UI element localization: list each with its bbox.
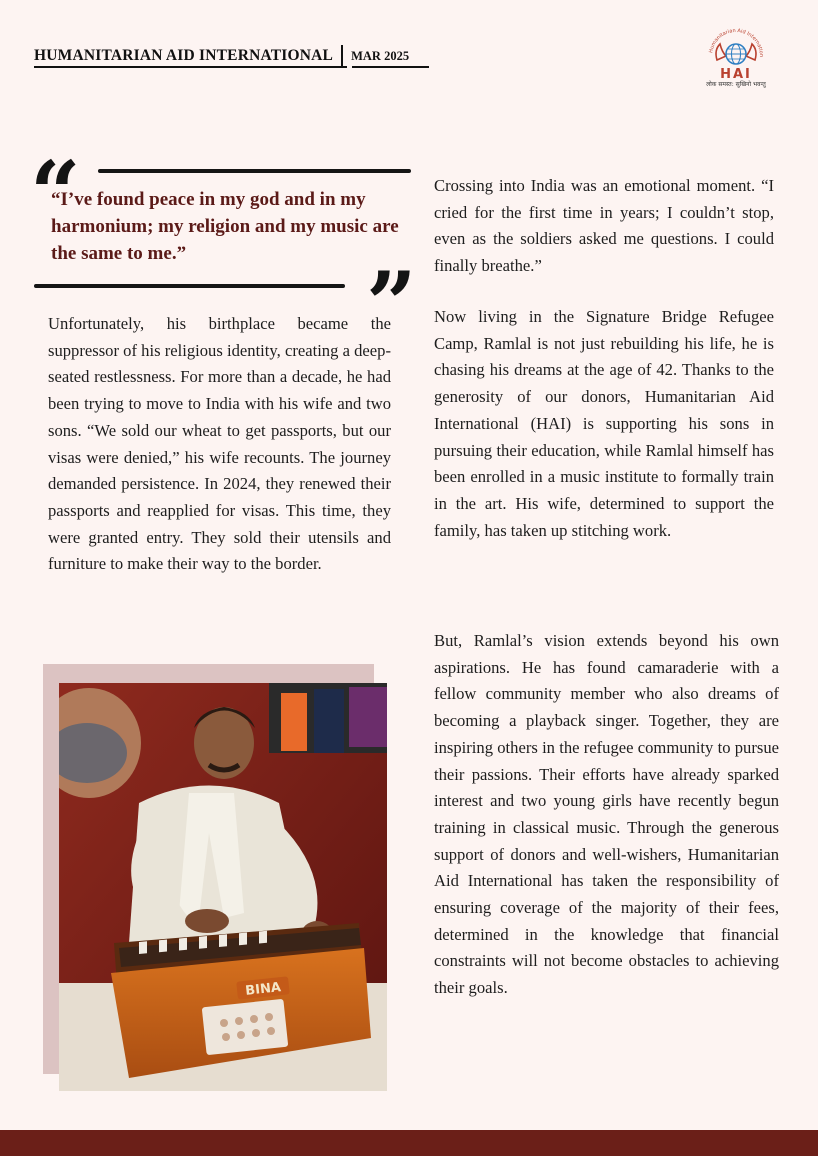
logo-tagline: लोक समस्त: सुखिनो भवन्तु xyxy=(706,81,766,88)
right-hand-icon xyxy=(746,44,756,60)
header-underline xyxy=(34,66,347,68)
quote-text: “I’ve found peace in my god and in my harmonium; my religion and my music are the same to me.” xyxy=(51,189,399,264)
article-paragraph-right-3: But, Ramlal’s vision extends beyond his own aspirations. He has found camaraderie with a fellow community member who also dreams of becoming a playback singer. Together, they are inspiring others in the refugee community to pursue their passions. Their efforts have already sparked interest and two young girls have recently begun training in classical music. Through the generous support of donors and well-wishers, Humanitarian Aid International has taken the responsibility of ensuring coverage of the majority of their fees, determined in the knowledge that financial constraints will not become obstacles to achieving their goals. xyxy=(434,631,779,998)
issue-date: MAR 2025 xyxy=(351,49,410,63)
close-quote-icon: ” xyxy=(366,252,417,356)
logo-abbreviation: HAI xyxy=(720,67,752,82)
logo-arc-text: Humanitarian Aid Internation xyxy=(708,27,765,58)
photo-man-playing-harmonium xyxy=(59,683,387,1091)
footer-band xyxy=(0,1130,818,1156)
pull-quote xyxy=(30,141,417,356)
globe-icon xyxy=(726,44,746,64)
article-paragraph-right-2: Now living in the Signature Bridge Refugee Camp, Ramlal is not just rebuilding his life, he is chasing his dreams at the age of 42. Thanks to the generosity of our donors, Humanitarian Aid International (HAI) is supporting his sons in pursuing their education, while Ramlal himself has been enrolled in a music institute to formally train in the art. His wife, determined to support the family, has taken up stitching work. xyxy=(434,307,774,540)
quote-bottom-rule xyxy=(34,284,345,288)
organization-name: HUMANITARIAN AID INTERNATIONAL xyxy=(34,47,334,64)
article-paragraph-left: Unfortunately, his birthplace became the suppressor of his religious identity, creating a deep-seated restlessness. For more than a decade, he had been trying to move to India with his wife and two sons. “We sold our wheat to get passports, but our visas were denied,” his wife recounts. The journey demanded persistence. In 2024, they renewed their passports and reapplied for visas. This time, they were granted entry. They sold their utensils and furniture to make their way to the border. xyxy=(48,314,391,574)
article-paragraph-right-1: Crossing into India was an emotional moment. “I cried for the first time in years; I couldn’t stop, even as the soldiers asked me questions. I could finally breathe.” xyxy=(434,176,774,276)
quote-top-rule xyxy=(98,169,411,173)
open-quote-icon: “ xyxy=(30,141,81,245)
photo-illustration xyxy=(59,683,387,1091)
header-underline-date xyxy=(352,66,429,68)
left-hand-icon xyxy=(716,44,726,60)
harmonium-brand-label: BINA xyxy=(244,980,282,999)
